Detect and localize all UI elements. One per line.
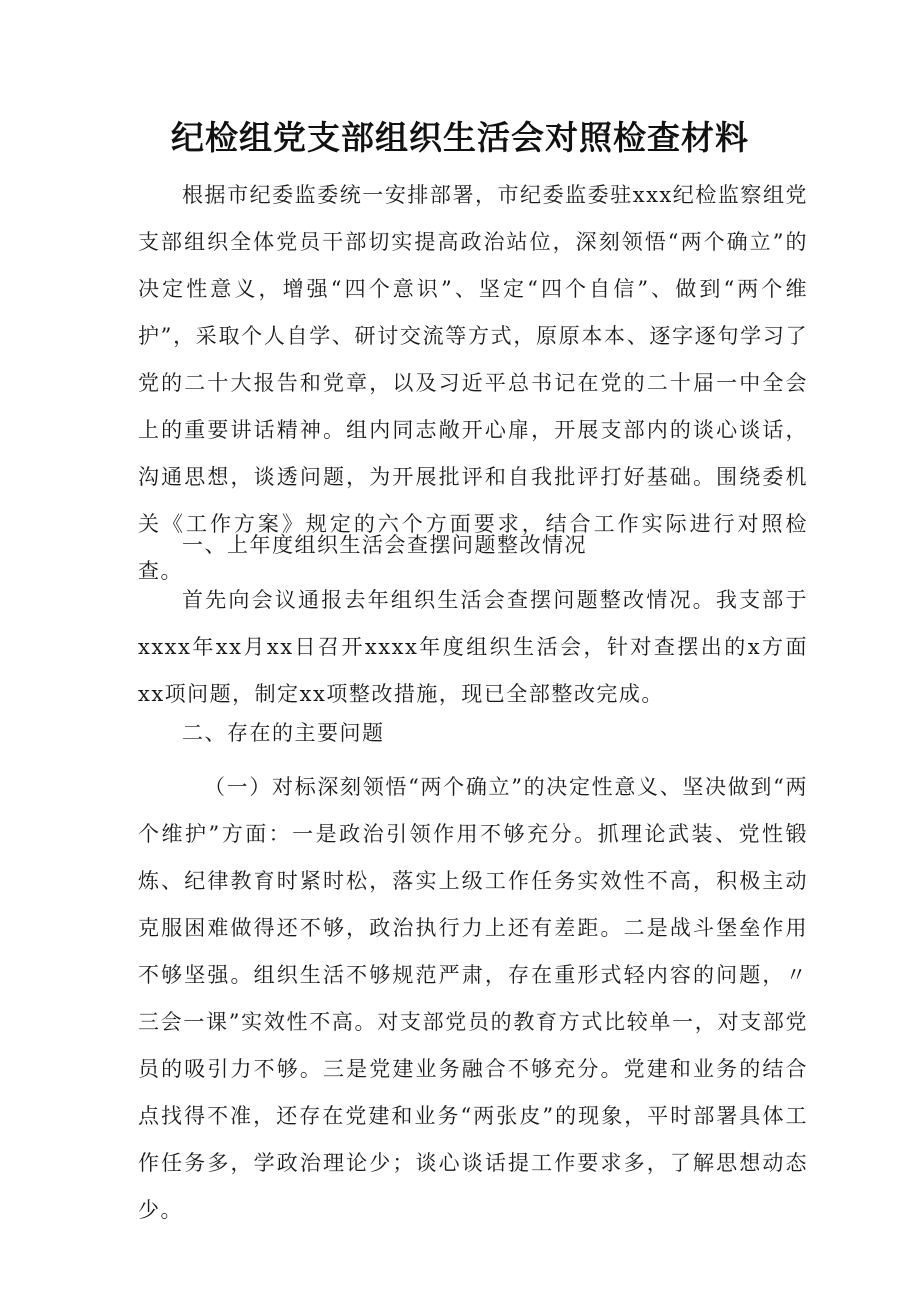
document-title: 纪检组党支部组织生活会对照检查材料 [171,118,749,157]
section-1-heading: 一、上年度组织生活会查摆问题整改情况 [182,533,587,557]
section-1-paragraph: 首先向会议通报去年组织生活会查摆问题整改情况。我支部于xxxx年xx月xx日召开xxxx年度组织生活会，针对查摆出的x方面xx项问题，制定xx项整改措施，现已全部整改完成。 [138,588,808,706]
section-2-item-1-paragraph: （一）对标深刻领悟“两个确立”的决定性意义、坚决做到“两个维护”方面：一是政治引领作用不够充分。抓理论武装、党性锻炼、纪律教育时紧时松，落实上级工作任务实效性不高，积极主动克服困难做得还不够，政治执行力上还有差距。二是战斗堡垒作用不够坚强。组织生活不够规范严肃，存在重形式轻内容的问题，〃三会一课”实效性不高。对支部党员的教育方式比较单一，对支部党员的吸引力不够。三是党建业务融合不够充分。党建和业务的结合点找得不准，还存在党建和业务“两张皮”的现象，平时部署具体工作任务多，学政治理论少；谈心谈话提工作要求多，了解思想动态少。 [138,775,808,1222]
intro-paragraph: 根据市纪委监委统一安排部署，市纪委监委驻xxx纪检监察组党支部组织全体党员干部切实提高政治站位，深刻领悟“两个确立”的决定性意义，增强“四个意识”、坚定“四个自信”、做到“两个维护”，采取个人自学、研讨交流等方式，原原本本、逐字逐句学习了党的二十大报告和党章，以及习近平总书记在党的二十届一中全会上的重要讲话精神。组内同志敞开心扉，开展支部内的谈心谈话，沟通思想，谈透问题，为开展批评和自我批评打好基础。围绕委机关《工作方案》规定的六个方面要求，结合工作实际进行对照检查。 [138,183,808,583]
section-2-heading: 二、存在的主要问题 [182,721,385,745]
